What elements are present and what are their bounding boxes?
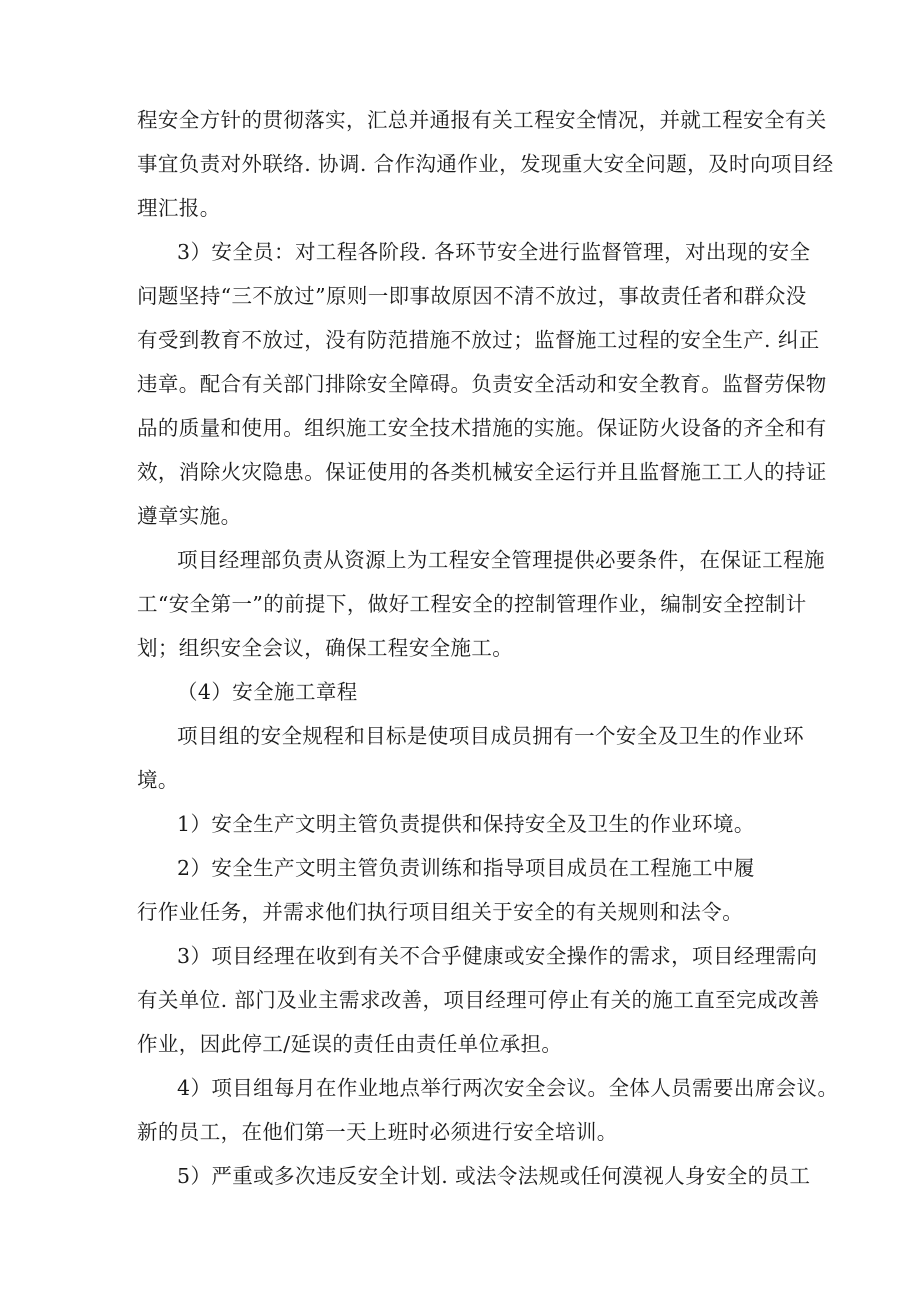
text-line: 5）严重或多次违反安全计划. 或法令法规或任何漠视人身安全的员工	[177, 1164, 811, 1188]
text-line: 1）安全生产文明主管负责提供和保持安全及卫生的作业环境。	[177, 812, 755, 836]
text-line: 违章。配合有关部门排除安全障碍。负责安全活动和安全教育。监督劳保物	[137, 372, 827, 396]
text-line: 有受到教育不放过，没有防范措施不放过；监督施工过程的安全生产. 纠正	[137, 328, 820, 352]
text-line: 有关单位. 部门及业主需求改善，项目经理可停止有关的施工直至完成改善	[137, 988, 820, 1012]
text-line: 问题坚持“三不放过”原则一即事故原因不清不放过，事故责任者和群众没	[137, 284, 807, 308]
text-line: 效，消除火灾隐患。保证使用的各类机械安全运行并且监督施工工人的持证	[137, 460, 827, 484]
text-line: 项目经理部负责从资源上为工程安全管理提供必要条件，在保证工程施	[177, 548, 825, 572]
text-line: 2）安全生产文明主管负责训练和指导项目成员在工程施工中履	[177, 856, 755, 880]
text-line: 工“安全第一”的前提下，做好工程安全的控制管理作业，编制安全控制计	[137, 592, 807, 616]
text-line: 理汇报。	[137, 196, 221, 220]
text-line: 项目组的安全规程和目标是使项目成员拥有一个安全及卫生的作业环	[177, 724, 804, 748]
text-line: 划；组织安全会议，确保工程安全施工。	[137, 636, 514, 660]
section-heading: （4）安全施工章程	[177, 680, 358, 704]
text-line: 品的质量和使用。组织施工安全技术措施的实施。保证防火设备的齐全和有	[137, 416, 827, 440]
text-line: 4）项目组每月在作业地点举行两次安全会议。全体人员需要出席会议。	[177, 1076, 839, 1100]
text-line: 境。	[137, 768, 179, 792]
text-line: 新的员工，在他们第一天上班时必须进行安全培训。	[137, 1120, 618, 1144]
text-line: 程安全方针的贯彻落实，汇总并通报有关工程安全情况，并就工程安全有关	[137, 108, 827, 132]
text-line: 行作业任务，并需求他们执行项目组关于安全的有关规则和法令。	[137, 900, 744, 924]
text-line: 遵章实施。	[137, 504, 242, 528]
text-line: 事宜负责对外联络. 协调. 合作沟通作业，发现重大安全问题，及时向项目经	[137, 152, 834, 176]
text-line: 3）项目经理在收到有关不合乎健康或安全操作的需求，项目经理需向	[177, 944, 818, 968]
text-line: 作业，因此停工/延误的责任由责任单位承担。	[137, 1032, 563, 1056]
text-line: 3）安全员：对工程各阶段. 各环节安全进行监督管理，对出现的安全	[177, 240, 811, 264]
